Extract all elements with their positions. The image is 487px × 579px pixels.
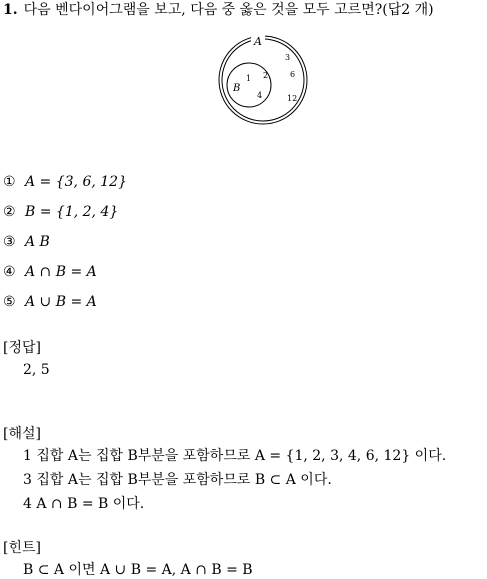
option-2-text: B = {1, 2, 4} — [25, 204, 119, 220]
option-4-text: A ∩ B = A — [25, 264, 97, 280]
question-title — [3, 1, 434, 19]
question-text: 다음 벤다이어그램을 보고, 다음 중 옳은 것을 모두 고르면?(답2 개) — [23, 2, 434, 18]
option-4[interactable] — [3, 263, 97, 281]
option-4-number: ④ — [3, 264, 16, 280]
element-1: 1 — [246, 74, 252, 83]
option-3[interactable] — [3, 233, 50, 251]
explanation-label: [해설] — [3, 426, 41, 442]
option-1-text: A = {3, 6, 12} — [25, 174, 127, 190]
element-6: 6 — [290, 70, 296, 79]
explanation-line-2: 3 집합 A는 집합 B부분을 포함하므로 B ⊂ A 이다. — [23, 472, 332, 488]
option-2-number: ② — [3, 204, 16, 220]
element-4: 4 — [257, 91, 263, 100]
option-5-number: ⑤ — [3, 294, 16, 310]
option-5[interactable] — [3, 293, 97, 311]
element-2: 2 — [263, 71, 269, 80]
option-3-number: ③ — [3, 234, 16, 250]
element-3: 3 — [285, 53, 291, 62]
set-b-label: B — [233, 83, 241, 94]
option-1-number: ① — [3, 174, 16, 190]
set-a-outer-ring — [219, 36, 307, 124]
option-1[interactable] — [3, 173, 127, 191]
element-12: 12 — [287, 94, 298, 103]
hint-label: [힌트] — [3, 540, 41, 556]
answer-value: 2, 5 — [23, 362, 50, 378]
answer-label: [정답] — [3, 340, 41, 356]
option-2[interactable] — [3, 203, 118, 221]
question-number: 1. — [3, 2, 18, 18]
venn-diagram — [215, 32, 315, 128]
set-a-label: A — [254, 35, 262, 48]
explanation-line-1: 1 집합 A는 집합 B부분을 포함하므로 A = {1, 2, 3, 4, 6, 12} 이다. — [23, 448, 447, 464]
option-5-text: A ∪ B = A — [25, 294, 97, 310]
hint-text: B ⊂ A 이면 A ∪ B = A, A ∩ B = B — [23, 562, 253, 578]
explanation-line-3: 4 A ∩ B = B 이다. — [23, 496, 145, 512]
set-a-inner-ring — [222, 39, 304, 121]
option-3-text: A B — [25, 234, 50, 250]
